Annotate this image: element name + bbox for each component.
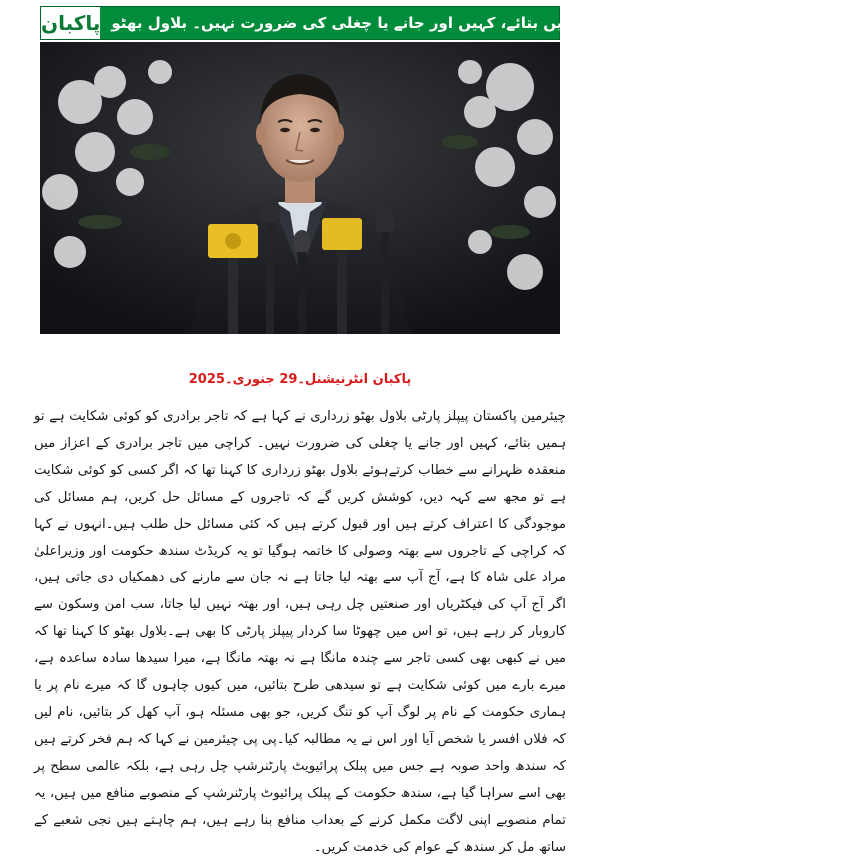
news-photo bbox=[40, 42, 560, 334]
dateline: پاکبان انٹرنیشنل۔29 جنوری۔2025 bbox=[188, 372, 412, 387]
headline-banner bbox=[40, 6, 841, 40]
speaker-photo-illustration bbox=[40, 42, 560, 334]
article-body: چیئرمین پاکستان پیپلز پارٹی بلاول بھٹو زرداری نے کہا ہے کہ تاجر برادری کو کوئی شکایت ہے تو ہمیں بتائے، کہیں اور جانے یا چغلی کی ضرورت نہیں۔ کراچی میں تاجر برادری کے اعزاز میں منعقدہ ظہرانے سے خطاب کرتےہوئے بلاول بھٹو زرداری کا کہنا تھا کہ اگر کسی کو کوئی شکایت ہے تو مجھ سے کہہ دیں، کوشش کریں گے کہ تاجروں کے مسائل حل کریں، ہم مسائل کی موجودگی کا اعتراف کرتے ہیں اور قبول کرتے ہیں کہ کئی مسائل حل طلب ہیں۔انہوں نے کہا کہ کراچی کے تاجروں سے بھتہ وصولی کا خاتمہ ہوگیا تو یہ کریڈٹ سندھ حکومت اور وزیراعلیٰ مراد علی شاہ کا ہے، آج آپ سے بھتہ لیا جاتا ہے نہ جان سے مارنے کی دھمکیاں دی جاتی ہیں، اگر آج آپ کی فیکٹریاں اور صنعتیں چل رہی ہیں، اور بھتہ نہیں لیا جاتا، سب امن وسکون سے کاروبار کر رہے ہیں، تو اس میں چھوٹا سا کردار پیپلز پارٹی کا بھی ہے۔بلاول بھٹو کا کہنا تھا کہ میں نے کبھی بھی کسی تاجر سے چندہ مانگا ہے نہ بھتہ مانگا ہے، میرا سیدھا سادہ ساعدہ ہے، میرے بارے میں کوئی شکایت ہے تو سیدھی طرح بتائیں، میں کیوں چاہوں گا کہ میرے نام پر یا ہماری حکومت کے نام پر لوگ آپ کو تنگ کریں، جو بھی مسئلہ ہو، آپ کھل کر بتائیں، نام لیں کہ فلاں افسر یا شخص آیا اور اس نے یہ مطالبہ کیا۔پی پی چیئرمین نے کہا کہ ہم فخر کرتے ہیں کہ سندھ واحد صوبہ ہے جس میں پبلک پرائیویٹ پارٹنرشپ چل رہی ہے، بلکہ عالمی سطح پر بھی اسے سراہا گیا ہے، سندھ حکومت کے پبلک پرائیوٹ پارٹنرشپ کے منصوبے منافع میں ہیں، یہ تمام منصوبے اپنی لاگت مکمل کرنے کے بعداب منافع بنا رہے ہیں، ہم چاہتے ہیں نجی شعبے کے ساتھ مل کر سندھ کے عوام کی خدمت کریں۔ bbox=[34, 409, 566, 855]
headline-text: تاجر برادری کو کوئی شکایت ہے تو ہمیں بتائے، کہیں اور جانے یا چغلی کی ضرورت نہیں۔ بلاول بھٹو bbox=[111, 14, 841, 32]
brand-logo: پاکبان bbox=[41, 7, 103, 39]
